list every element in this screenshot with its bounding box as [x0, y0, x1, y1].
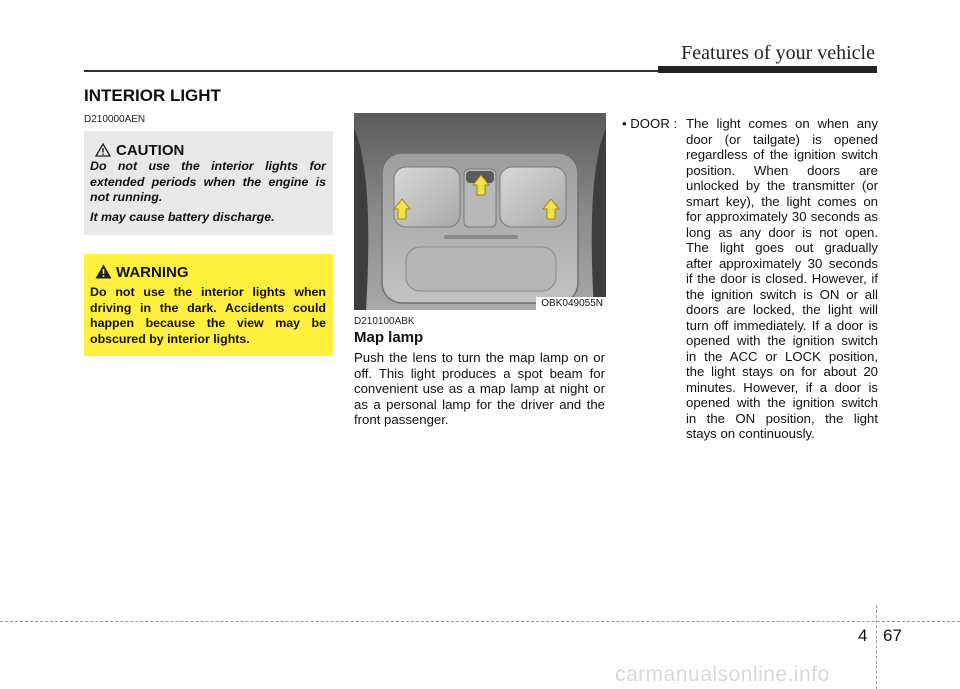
section-title: INTERIOR LIGHT [84, 86, 221, 105]
door-label: • DOOR : [622, 116, 678, 131]
map-lamp-illustration [354, 113, 606, 310]
warning-icon [95, 264, 112, 279]
footer-divider [0, 621, 960, 622]
caution-icon [95, 143, 111, 157]
caution-line: It may cause battery discharge. [90, 209, 275, 224]
chapter-number: 4 [858, 626, 868, 645]
door-text: The light comes on when any door (or tailgate) is opened regardless of the ignition switch position. When doors are unlocked by the transmitter (or smart key), the light comes on for approximately 30 seconds as long as any door is not open. The light goes out gradually after approximately 30 seconds if the door is closed. However, if the ignition switch is ON or all doors are locked, the light will turn off immediately. If a door is opened with the ignition switch in the ACC or LOCK position, the light stays on for about 20 minutes. However, if a door is opened with the ignition switch in the ON position, the light stays on continuously. [686, 116, 878, 441]
warning-title: WARNING [116, 264, 189, 281]
section-code: D210000AEN [84, 114, 146, 125]
caution-title: CAUTION [116, 142, 185, 159]
page-number: 67 [883, 626, 902, 645]
caution-text [90, 159, 326, 229]
footer-vertical-divider [876, 605, 877, 689]
map-lamp-code: D210100ABK [354, 316, 415, 327]
photo-label: OBK049055N [536, 297, 606, 310]
map-lamp-photo [354, 113, 606, 310]
caution-line: Do not use the interior lights for extended periods when the engine is not running. [90, 159, 326, 204]
warning-text: Do not use the interior lights when driving in the dark. Accidents could happen because the view may be obscured by interior lights. [90, 285, 326, 346]
watermark: carmanualsonline.info [615, 663, 830, 686]
map-lamp-text: Push the lens to turn the map lamp on or off. This light produces a spot beam for convenient use as a map lamp at night or as a personal lamp for the driver and the front passenger. [354, 350, 605, 427]
map-lamp-title: Map lamp [354, 329, 424, 346]
header-rule-accent [658, 66, 877, 73]
header-title: Features of your vehicle [681, 42, 875, 64]
